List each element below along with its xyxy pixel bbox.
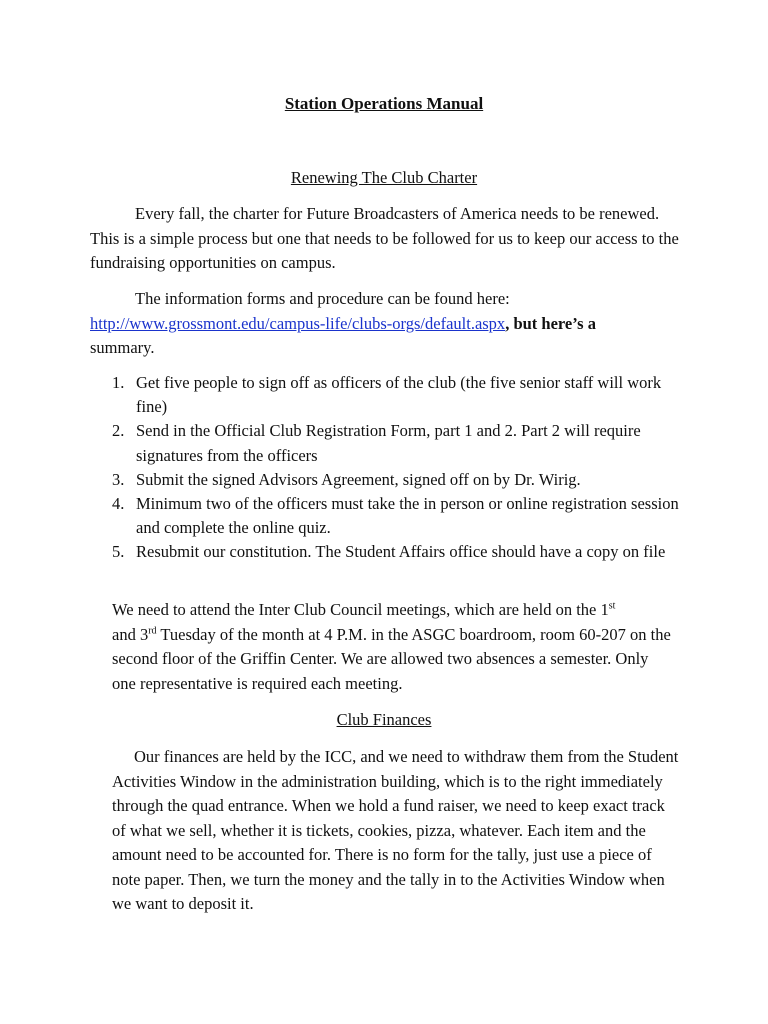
list-item (112, 540, 687, 564)
section-heading-charter: Renewing The Club Charter (290, 168, 478, 187)
section-heading-finances: Club Finances (336, 710, 432, 729)
list-item-text: Get five people to sign off as officers of the club (the five senior staff will work fine) (136, 373, 662, 417)
list-item-text: Submit the signed Advisors Agreement, signed off on by Dr. Wirig. (136, 469, 581, 489)
meeting-text-b: and 3 (112, 624, 149, 644)
list-item (112, 371, 687, 419)
clubs-orgs-link[interactable]: http://www.grossmont.edu/campus-life/clubs-orgs/default.aspx (90, 313, 506, 333)
meeting-text-a: We need to attend the Inter Club Council meetings, which are held on the 1 (112, 600, 609, 619)
paragraph-charter-intro: Every fall, the charter for Future Broadcasters of America needs to be renewed. This is a simple process but one that needs to be followed for us to keep our access to the fundraising opportunities on campus. (90, 204, 679, 272)
charter-steps-list (112, 371, 687, 565)
list-item (112, 468, 687, 492)
list-item-text: Minimum two of the officers must take the in person or online registration session and complete the online quiz. (136, 494, 679, 538)
list-item-number: 1. (112, 373, 125, 392)
meeting-sup-third: rd (148, 625, 157, 636)
paragraph-forms-info (90, 287, 680, 361)
document-title: Station Operations Manual (284, 94, 484, 113)
forms-info-bold: , but here’s a (505, 313, 596, 333)
paragraph-icc-meetings (112, 598, 672, 696)
meeting-sup-first: st (608, 600, 616, 612)
list-item-number: 2. (112, 421, 125, 441)
forms-info-lead: The information forms and procedure can be found here: (135, 289, 510, 308)
paragraph-finances: Our finances are held by the ICC, and we need to withdraw them from the Student Activities Window in the administration building, which is to the right immediately through the quad entrance. When we hold a fund raiser, we need to keep exact track of what we sell, whether it is tickets, cookies, pizza, whatever. Each item and the amount need to be accounted for. There is no form for the tally, just use a piece of note paper. Then, we turn the money and the tally in to the Activities Window when we want to deposit it. (112, 747, 679, 913)
list-item (112, 492, 687, 540)
list-item-text: Send in the Official Club Registration Form, part 1 and 2. Part 2 will require signatures from the officers (136, 421, 641, 465)
forms-info-tail: summary. (90, 338, 155, 357)
list-item-number: 5. (112, 542, 125, 562)
list-item-number: 4. (112, 494, 125, 514)
list-item-text: Resubmit our constitution. The Student Affairs office should have a copy on file (136, 542, 666, 562)
meeting-text-c: Tuesday of the month at 4 P.M. in the ASGC boardroom, room 60-207 on the second floor of the Griffin Center. We are allowed two absences a semester. Only one representative is required each meeting. (112, 624, 671, 693)
list-item (112, 419, 687, 467)
list-item-number: 3. (112, 469, 125, 489)
